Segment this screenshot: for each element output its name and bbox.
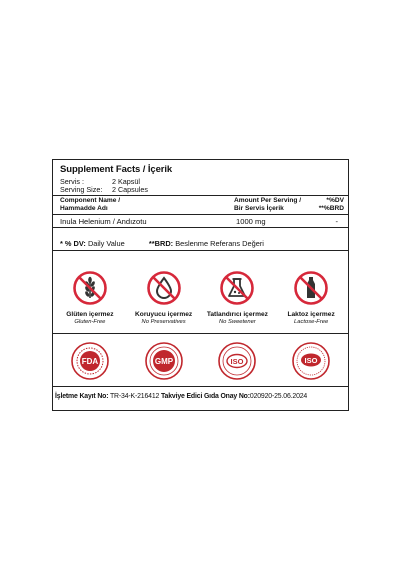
gluten-free-icon [72, 270, 108, 306]
badge-label: Laktoz içermez [287, 311, 335, 318]
badge-gluten-free [53, 270, 127, 325]
ingredient-amount: 1000 mg [236, 217, 266, 226]
fda-seal-icon [70, 341, 110, 381]
badge-lactose-free [274, 270, 348, 325]
svg-text:FDA: FDA [81, 357, 99, 366]
dv-key: * % DV: [60, 239, 86, 248]
svg-text:GMP: GMP [154, 357, 173, 366]
serving-label: Servis : [60, 177, 84, 186]
cert-iso-22000 [274, 341, 348, 381]
cert-iso-certified [201, 341, 275, 381]
lactose-free-icon [293, 270, 329, 306]
badge-sublabel: No Preservatives [141, 319, 186, 325]
reg-value: TR-34-K-216412 [110, 393, 160, 400]
no-sweetener-icon [219, 270, 255, 306]
badge-sublabel: Lactose-Free [294, 319, 329, 325]
gmp-seal-icon [144, 341, 184, 381]
divider [53, 333, 348, 334]
iso-certified-seal-icon [217, 341, 257, 381]
divider [53, 227, 348, 228]
serving-value: 2 Capsules [112, 185, 148, 194]
svg-text:ISO: ISO [230, 357, 244, 366]
serving-row-en [60, 185, 148, 194]
brd-value: Beslenme Referans Değeri [175, 239, 264, 248]
badge-no-preservatives [127, 270, 201, 325]
badge-no-sweetener [201, 270, 275, 325]
header-dv: *%DV **%BRD [318, 197, 344, 212]
serving-value: 2 Kapsül [112, 177, 140, 186]
free-from-badges [53, 270, 348, 325]
supplement-facts-panel [52, 159, 349, 411]
badge-label: Koruyucu içermez [135, 311, 193, 318]
badge-label: Glüten içermez [66, 311, 114, 318]
divider [53, 250, 348, 251]
certification-seals [53, 341, 348, 381]
cert-fda [53, 341, 127, 381]
approval-value: 020920-25.06.2024 [249, 393, 308, 400]
footnotes [60, 239, 264, 248]
reg-label: İşletme Kayıt No: [55, 393, 109, 400]
divider [53, 195, 348, 196]
dv-value: Daily Value [87, 239, 125, 248]
ingredient-name: Inula Helenium / Andızotu [60, 217, 147, 226]
badge-sublabel: Gluten-Free [74, 319, 106, 325]
approval-label: Takviye Edici Gıda Onay No: [161, 393, 250, 400]
svg-text:ISO: ISO [304, 356, 318, 365]
registration-footer [55, 393, 346, 400]
ingredient-dv: - [335, 217, 338, 226]
divider [53, 386, 348, 387]
badge-sublabel: No Sweetener [219, 319, 256, 325]
iso-22000-seal-icon [291, 341, 331, 381]
badge-label: Tatlandırıcı içermez [206, 311, 268, 318]
no-preservatives-icon [146, 270, 182, 306]
divider [53, 214, 348, 215]
cert-gmp [127, 341, 201, 381]
serving-label: Serving Size: [60, 185, 103, 194]
header-amount: Amount Per Serving / Bir Servis İçerik [234, 197, 302, 212]
header-component: Component Name / Hammadde Adı [60, 197, 121, 212]
panel-title: Supplement Facts / İçerik [60, 164, 173, 175]
brd-key: **BRD: [148, 239, 174, 248]
